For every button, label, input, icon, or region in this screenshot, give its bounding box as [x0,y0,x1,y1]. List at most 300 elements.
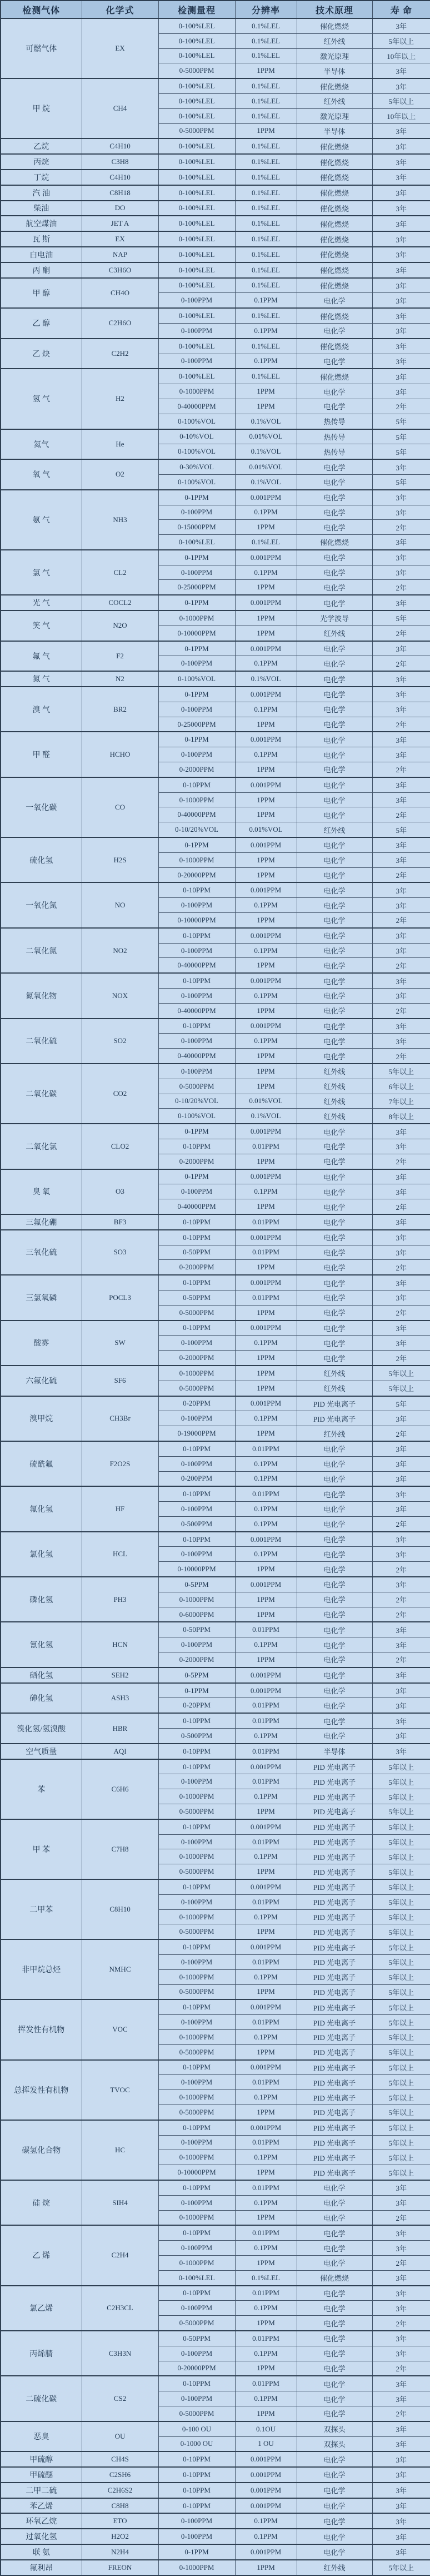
range-cell: 0-500PPM [158,1729,235,1744]
resolution-cell: 0.001PPM [235,1819,297,1834]
principle-cell: PID 光电离子 [297,2015,372,2030]
lifespan-cell: 3年 [372,687,430,702]
gas-name-cell: 丁烷 [1,170,82,185]
lifespan-cell: 5年以上 [372,1366,430,1381]
lifespan-cell: 3年 [372,1019,430,1034]
principle-cell: 电化学 [297,943,372,958]
chemical-formula-cell: N2 [82,671,158,687]
principle-cell: 电化学 [297,595,372,611]
lifespan-cell: 3年 [372,384,430,399]
gas-name-cell: 砷化氢 [1,1683,82,1714]
gas-group-row [1,201,430,216]
range-cell: 0-100%LEL [158,93,235,108]
lifespan-cell: 5年以上 [372,2105,430,2120]
resolution-cell: 0.1%LEL [235,48,297,63]
resolution-cell: 1PPM [235,1154,297,1169]
lifespan-cell: 3年 [372,1637,430,1652]
lifespan-cell: 3年 [372,2241,430,2256]
principle-cell: 电化学 [297,2255,372,2270]
resolution-cell: 1 OU [235,2436,297,2451]
lifespan-cell: 3年 [372,154,430,170]
range-cell: 0-100PPM [158,2015,235,2030]
lifespan-cell: 3年 [372,231,430,247]
principle-cell: 红外线 [297,1381,372,1396]
resolution-cell: 0.1PPM [235,2391,297,2406]
gas-group-row [1,1879,430,1894]
range-cell: 0-100%LEL [158,2270,235,2285]
principle-cell: 双探头 [297,2436,372,2451]
chemical-formula-cell: C3H6O [82,262,158,278]
chemical-formula-cell: C2H3CL [82,2286,158,2331]
resolution-cell: 1PPM [235,2165,297,2180]
gas-group-row [1,2421,430,2436]
range-cell: 0-500PPM [158,1516,235,1531]
range-cell: 0-10PPM [158,1230,235,1245]
principle-cell: 电化学 [297,958,372,973]
resolution-cell: 0.1%LEL [235,138,297,154]
chemical-formula-cell: C8H18 [82,185,158,201]
resolution-cell: 1PPM [235,1003,297,1018]
resolution-cell: 0.01%VOL [235,459,297,474]
range-cell: 0-100PPM [158,1456,235,1471]
gas-group-row [1,1019,430,1034]
lifespan-cell: 2年 [372,2255,430,2270]
range-cell: 0-1PPM [158,490,235,505]
resolution-cell: 0.001PPM [235,1759,297,1774]
range-cell: 0-100PPM [158,2241,235,2256]
column-header-gas: 检测气体 [1,1,82,18]
gas-group-row [1,2529,430,2544]
gas-group-row [1,1819,430,1834]
resolution-cell: 0.01PPM [235,1698,297,1713]
range-cell: 0-100PPM [158,293,235,308]
resolution-cell: 0.01PPM [235,1441,297,1456]
lifespan-cell: 3年 [372,1124,430,1139]
resolution-cell: 1PPM [235,852,297,867]
lifespan-cell: 5年以上 [372,1381,430,1396]
principle-cell: 电化学 [297,928,372,943]
chemical-formula-cell: CH4 [82,78,158,138]
principle-cell: PID 光电离子 [297,1909,372,1924]
range-cell: 0-1000PPM [158,2255,235,2270]
gas-name-cell: 甲 醛 [1,732,82,777]
gas-group-row [1,732,430,747]
resolution-cell: 0.001PPM [235,837,297,852]
lifespan-cell: 2年 [372,580,430,595]
lifespan-cell: 3年 [372,2529,430,2544]
principle-cell: 电化学 [297,1547,372,1562]
resolution-cell: 0.001PPM [235,595,297,611]
principle-cell: 电化学 [297,687,372,702]
principle-cell: 电化学 [297,1607,372,1622]
resolution-cell: 1PPM [235,384,297,399]
range-cell: 0-1PPM [158,595,235,611]
lifespan-cell: 3年 [372,138,430,154]
principle-cell: 电化学 [297,777,372,792]
range-cell: 0-100%LEL [158,247,235,262]
lifespan-cell: 2年 [372,399,430,414]
lifespan-cell: 3年 [372,2544,430,2560]
gas-name-cell: 二甲二硫 [1,2483,82,2498]
gas-group-row [1,1713,430,1728]
lifespan-cell: 5年以上 [372,1064,430,1079]
lifespan-cell: 3年 [372,2225,430,2240]
range-cell: 0-100PPM [158,1547,235,1562]
chemical-formula-cell: CH4S [82,2451,158,2467]
range-cell: 0-10PPM [158,1939,235,1954]
lifespan-cell: 2年 [372,656,430,671]
chemical-formula-cell: HCHO [82,732,158,777]
resolution-cell: 0.001PPM [235,1124,297,1139]
resolution-cell: 0.1PPM [235,1184,297,1199]
lifespan-cell: 3年 [372,185,430,201]
resolution-cell: 1PPM [235,1804,297,1819]
gas-group-row [1,1169,430,1184]
chemical-formula-cell: COCL2 [82,595,158,611]
principle-cell: 电化学 [297,732,372,747]
principle-cell: 电化学 [297,1456,372,1471]
gas-group-row [1,490,430,505]
resolution-cell: 0.1%LEL [235,33,297,48]
range-cell: 0-100%LEL [158,339,235,354]
resolution-cell: 1PPM [235,717,297,732]
resolution-cell: 1PPM [235,2044,297,2059]
resolution-cell: 0.001PPM [235,2544,297,2560]
resolution-cell: 0.01PPM [235,1955,297,1970]
chemical-formula-cell: AQI [82,1744,158,1759]
principle-cell: 电化学 [297,1577,372,1592]
range-cell: 0-1000PPM [158,792,235,807]
resolution-cell: 0.01PPM [235,1486,297,1501]
lifespan-cell: 3年 [372,1230,430,1245]
resolution-cell: 0.1PPM [235,565,297,580]
gas-name-cell: 柴油 [1,201,82,216]
resolution-cell: 0.001PPM [235,882,297,897]
range-cell: 0-50PPM [158,1245,235,1260]
principle-cell: 电化学 [297,913,372,928]
range-cell: 0-100PPM [158,2195,235,2210]
principle-cell: 电化学 [297,520,372,535]
principle-cell: 电化学 [297,1321,372,1336]
resolution-cell: 0.1PPM [235,1516,297,1531]
column-header-formula: 化学式 [82,1,158,18]
principle-cell: 电化学 [297,1169,372,1184]
range-cell: 0-5000PPM [158,1924,235,1939]
lifespan-cell: 3年 [372,1139,430,1154]
gas-group-row [1,247,430,262]
resolution-cell: 0.1%LEL [235,18,297,33]
lifespan-cell: 5年以上 [372,1864,430,1879]
chemical-formula-cell: CH3Br [82,1396,158,1441]
range-cell: 0-100%VOL [158,474,235,489]
lifespan-cell: 3年 [372,2421,430,2436]
gas-name-cell: 硫酰氟 [1,1441,82,1486]
resolution-cell: 0.001PPM [235,1019,297,1034]
resolution-cell: 0.1PPM [235,1969,297,1984]
gas-group-row [1,2331,430,2346]
resolution-cell: 0.1%LEL [235,154,297,170]
chemical-formula-cell: SW [82,1321,158,1366]
lifespan-cell: 3年 [372,216,430,231]
principle-cell: 电化学 [297,2406,372,2421]
lifespan-cell: 5年 [372,444,430,459]
range-cell: 0-2000PPM [158,1351,235,1366]
resolution-cell: 1PPM [235,63,297,78]
lifespan-cell: 3年 [372,505,430,520]
resolution-cell: 0.001PPM [235,550,297,565]
lifespan-cell: 3年 [372,747,430,762]
resolution-cell: 0.1PPM [235,2301,297,2316]
resolution-cell: 0.1PPM [235,1034,297,1049]
gas-group-row [1,837,430,852]
range-cell: 0-5PPM [158,1667,235,1683]
lifespan-cell: 3年 [372,1411,430,1426]
gas-group-row [1,1275,430,1290]
lifespan-cell: 2年 [372,958,430,973]
resolution-cell: 0.001PPM [235,1879,297,1894]
range-cell: 0-30%VOL [158,459,235,474]
resolution-cell: 0.1PPM [235,1789,297,1804]
lifespan-cell: 5年以上 [372,33,430,48]
principle-cell: 双探头 [297,2421,372,2436]
principle-cell: PID 光电离子 [297,2150,372,2165]
resolution-cell: 0.1PPM [235,943,297,958]
chemical-formula-cell: VOC [82,1999,158,2059]
lifespan-cell: 3年 [372,1441,430,1456]
gas-name-cell: 甲硫醇 [1,2451,82,2467]
principle-cell: PID 光电离子 [297,2105,372,2120]
gas-group-row [1,1396,430,1411]
resolution-cell: 0.01PPM [235,1774,297,1789]
range-cell: 0-1000PPM [158,2560,235,2575]
lifespan-cell: 2年 [372,1562,430,1577]
lifespan-cell: 3年 [372,293,430,308]
gas-name-cell: 氮氧化物 [1,973,82,1018]
range-cell: 0-100PPM [158,943,235,958]
principle-cell: 电化学 [297,399,372,414]
column-header-resolution: 分辨率 [235,1,297,18]
principle-cell: PID 光电离子 [297,2135,372,2150]
resolution-cell: 1PPM [235,123,297,138]
lifespan-cell: 3年 [372,1290,430,1305]
lifespan-cell: 3年 [372,247,430,262]
range-cell: 0-100%LEL [158,535,235,550]
principle-cell: PID 光电离子 [297,1759,372,1774]
range-cell: 0-100%LEL [158,201,235,216]
principle-cell: 电化学 [297,2225,372,2240]
principle-cell: 电化学 [297,2331,372,2346]
principle-cell: 催化燃烧 [297,369,372,384]
range-cell: 0-1PPM [158,2544,235,2560]
principle-cell: 电化学 [297,641,372,656]
gas-group-row [1,1622,430,1637]
lifespan-cell: 5年以上 [372,1969,430,1984]
range-cell: 0-10PPM [158,1486,235,1501]
resolution-cell: 0.1PPM [235,1637,297,1652]
range-cell: 0-1PPM [158,550,235,565]
range-cell: 0-100PPM [158,1064,235,1079]
resolution-cell: 0.01PPM [235,2376,297,2391]
range-cell: 0-50PPM [158,1290,235,1305]
resolution-cell: 0.001PPM [235,777,297,792]
range-cell: 0-10PPM [158,2180,235,2195]
lifespan-cell: 3年 [372,18,430,33]
range-cell: 0-20PPM [158,1698,235,1713]
lifespan-cell: 3年 [372,323,430,338]
principle-cell: 电化学 [297,1516,372,1531]
principle-cell: 红外线 [297,1426,372,1441]
gas-group-row [1,262,430,278]
gas-group-row [1,2180,430,2195]
principle-cell: 电化学 [297,973,372,988]
lifespan-cell: 10年以上 [372,48,430,63]
principle-cell: PID 光电离子 [297,2029,372,2044]
principle-cell: 热传导 [297,444,372,459]
gas-name-cell: 甲硫醚 [1,2467,82,2483]
principle-cell: PID 光电离子 [297,1999,372,2014]
gas-name-cell: 过氧化氢 [1,2529,82,2544]
gas-name-cell: 六氟化硫 [1,1366,82,1396]
principle-cell: 电化学 [297,384,372,399]
chemical-formula-cell: POCL3 [82,1275,158,1320]
chemical-formula-cell: BR2 [82,687,158,732]
gas-group-row [1,1486,430,1501]
chemical-formula-cell: NH3 [82,490,158,550]
gas-group-row [1,1532,430,1547]
gas-group-row [1,1667,430,1683]
gas-name-cell: 甲 苯 [1,1819,82,1879]
gas-name-cell: 联 氨 [1,2544,82,2560]
principle-cell: PID 光电离子 [297,1969,372,1984]
gas-group-row [1,2560,430,2575]
resolution-cell: 1PPM [235,807,297,822]
resolution-cell: 0.1PPM [235,505,297,520]
principle-cell: PID 光电离子 [297,1804,372,1819]
range-cell: 0-100%LEL [158,18,235,33]
range-cell: 0-100%LEL [158,369,235,384]
gas-group-row [1,671,430,687]
chemical-formula-cell: TVOC [82,2060,158,2120]
principle-cell: 电化学 [297,898,372,913]
gas-name-cell: 二氧化氮 [1,928,82,973]
principle-cell: 半导体 [297,1744,372,1759]
range-cell: 0-25000PPM [158,717,235,732]
lifespan-cell: 5年以上 [372,1834,430,1849]
gas-name-cell: 氢 气 [1,369,82,429]
chemical-formula-cell: C3H3N [82,2331,158,2376]
gas-name-cell: 二氧化氯 [1,1124,82,1169]
gas-name-cell: 氨 气 [1,490,82,550]
resolution-cell: 0.1%LEL [235,78,297,93]
lifespan-cell: 5年以上 [372,2015,430,2030]
gas-name-cell: 非甲烷总烃 [1,1939,82,1999]
chemical-formula-cell: EX [82,231,158,247]
chemical-formula-cell: SIH4 [82,2180,158,2225]
gas-group-row [1,777,430,792]
range-cell: 0-10PPM [158,882,235,897]
range-cell: 0-5000PPM [158,2105,235,2120]
chemical-formula-cell: HC [82,2120,158,2180]
lifespan-cell: 3年 [372,2270,430,2285]
gas-name-cell: 一氧化氮 [1,882,82,927]
resolution-cell: 0.1%VOL [235,414,297,429]
chemical-formula-cell: C2H6S2 [82,2483,158,2498]
gas-name-cell: 氮 气 [1,671,82,687]
principle-cell: 电化学 [297,1184,372,1199]
lifespan-cell: 3年 [372,2180,430,2195]
range-cell: 0-10PPM [158,1879,235,1894]
principle-cell: 半导体 [297,63,372,78]
range-cell: 0-1PPM [158,1683,235,1698]
principle-cell: PID 光电离子 [297,1819,372,1834]
resolution-cell: 0.001PPM [235,1532,297,1547]
resolution-cell: 1PPM [235,913,297,928]
principle-cell: 电化学 [297,1622,372,1637]
principle-cell: 电化学 [297,1245,372,1260]
resolution-cell: 0.001PPM [235,1230,297,1245]
gas-group-row [1,928,430,943]
gas-group-row [1,1999,430,2014]
lifespan-cell: 5年以上 [372,1774,430,1789]
range-cell: 0-100%VOL [158,444,235,459]
range-cell: 0-100%LEL [158,108,235,123]
resolution-cell: 0.1%LEL [235,185,297,201]
principle-cell: 催化燃烧 [297,308,372,323]
principle-cell: 热传导 [297,414,372,429]
principle-cell: 催化燃烧 [297,18,372,33]
gas-name-cell: 乙 炔 [1,339,82,369]
lifespan-cell: 3年 [372,1486,430,1501]
resolution-cell: 1PPM [235,611,297,626]
chemical-formula-cell: BF3 [82,1214,158,1230]
gas-group-row [1,278,430,293]
range-cell: 0-10PPM [158,1744,235,1759]
gas-name-cell: 溴化氢/氢溴酸 [1,1713,82,1744]
resolution-cell: 0.01PPM [235,1622,297,1637]
lifespan-cell: 3年 [372,1729,430,1744]
chemical-formula-cell: PH3 [82,1577,158,1622]
resolution-cell: 0.001PPM [235,928,297,943]
principle-cell: 电化学 [297,1667,372,1683]
gas-group-row [1,687,430,702]
gas-group-row [1,2467,430,2483]
range-cell: 0-10000PPM [158,913,235,928]
principle-cell: 电化学 [297,852,372,867]
range-cell: 0-100 OU [158,2421,235,2436]
lifespan-cell: 5年 [372,429,430,444]
gas-name-cell: 光 气 [1,595,82,611]
range-cell: 0-20000PPM [158,2361,235,2376]
gas-group-row [1,185,430,201]
gas-name-cell: 挥发性有机物 [1,1999,82,2059]
principle-cell: 催化燃烧 [297,339,372,354]
range-cell: 0-10/20%VOL [158,1094,235,1109]
range-cell: 0-10PPM [158,1441,235,1456]
range-cell: 0-100PPM [158,1637,235,1652]
range-cell: 0-5000PPM [158,2044,235,2059]
principle-cell: 红外线 [297,1366,372,1381]
range-cell: 0-10PPM [158,928,235,943]
chemical-formula-cell: C2H2 [82,339,158,369]
gas-name-cell: 溴甲烷 [1,1396,82,1441]
gas-group-row [1,1064,430,1079]
resolution-cell: 1PPM [235,2255,297,2270]
lifespan-cell: 3年 [372,1456,430,1471]
chemical-formula-cell: F2 [82,641,158,672]
principle-cell: 电化学 [297,882,372,897]
range-cell: 0-5000PPM [158,1864,235,1879]
principle-cell: 红外线 [297,1094,372,1109]
